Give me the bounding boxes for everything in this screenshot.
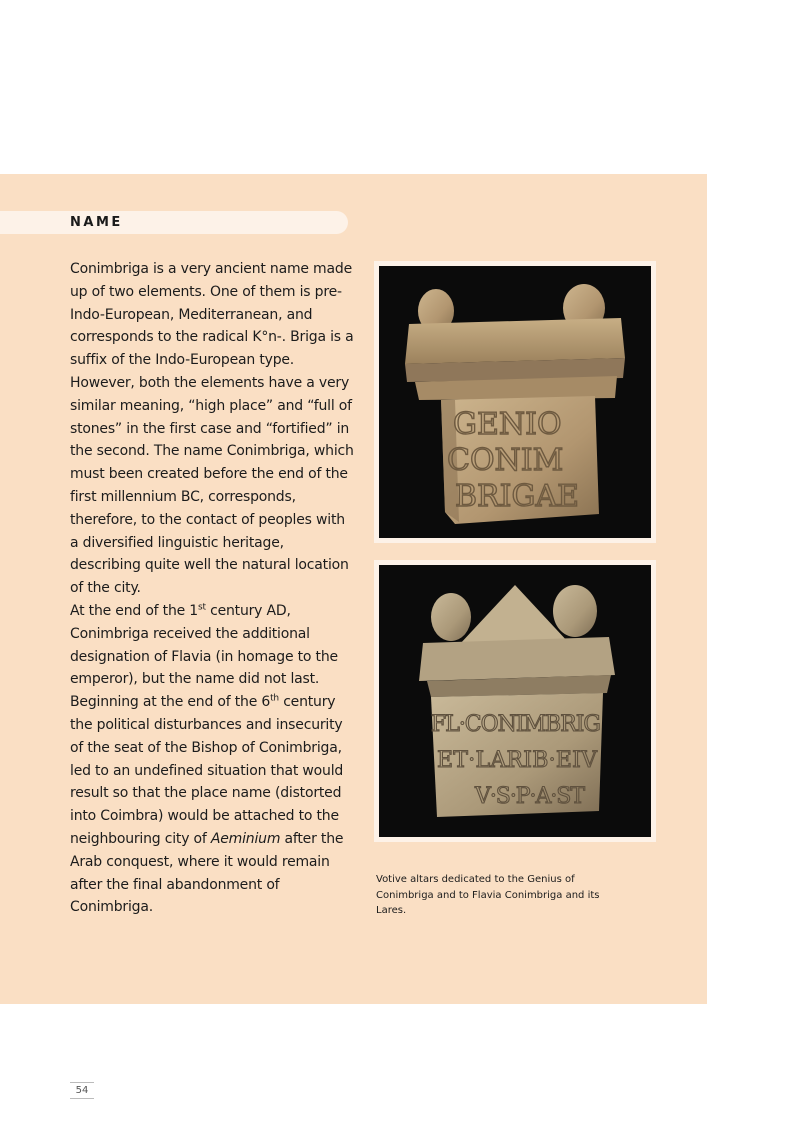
svg-text:BRIGAE: BRIGAE bbox=[455, 479, 580, 514]
section-header-bar bbox=[0, 211, 348, 234]
body-text bbox=[70, 258, 355, 919]
altar-photo-genius bbox=[374, 261, 656, 543]
svg-text:ET·LARIB·EIV: ET·LARIB·EIV bbox=[437, 748, 597, 773]
paragraph-1: Conimbriga is a very ancient name made up of two elements. One of them is pre-Indo-European, Mediterranean, and corresponds to the radical K°n-. Briga is a suffix of the Indo-European type. However, both the elements have a very similar meaning, “high place” and “full of stones” in the first case and “fortified” in the second. The name Conimbriga, which must been created before the end of the first millennium BC, corresponds, therefore, to the contact of peoples with a diversified linguistic heritage, describing quite well the natural location of the city. bbox=[70, 261, 354, 597]
section-title: NAME bbox=[70, 215, 123, 230]
altar-image-2 bbox=[379, 565, 651, 837]
altar-photo-lares bbox=[374, 560, 656, 842]
svg-text:CONIM: CONIM bbox=[447, 443, 564, 478]
altar-1-inscription bbox=[447, 407, 579, 514]
svg-text:GENIO: GENIO bbox=[453, 407, 562, 442]
page-number: 54 bbox=[70, 1082, 94, 1099]
paragraph-2: At the end of the 1st century AD, Conimbriga received the additional designation of Flavia (in homage to the emperor), but the name did not last. Beginning at the end of the 6th century the political disturbances and insecurity of the seat of the Bishop of Conimbriga, led to an undefined situation that would result so that the place name (distorted into Coimbra) would be attached to the neighbouring city of Aeminium after the Arab conquest, where it would remain after the final abandonment of Conimbriga. bbox=[70, 602, 344, 916]
figure-caption: Votive altars dedicated to the Genius of Conimbriga and to Flavia Conimbriga and its Lares. bbox=[376, 874, 600, 916]
svg-text:V·S·P·A·ST: V·S·P·A·ST bbox=[475, 784, 585, 809]
svg-text:FL·CONIMBRIG: FL·CONIMBRIG bbox=[431, 712, 601, 737]
altar-image-1 bbox=[379, 266, 651, 538]
